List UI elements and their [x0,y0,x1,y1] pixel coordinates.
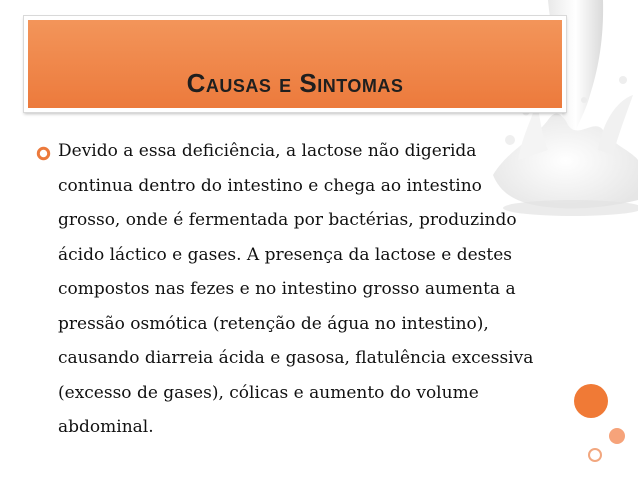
decorative-circle-small [609,428,625,444]
title-banner [24,16,566,112]
circle-bullet-icon [36,146,51,161]
body-paragraph: Devido a essa deficiência, a lactose não digerida continua dentro do intestino e chega ao intestino grosso, onde é fermentada por bactérias, produzindo ácido láctico e gases. A presença da lactose e destes compostos nas fezes e no intestino grosso aumenta a pressão osmótica (retenção de água no intestino), causando diarreia ácida e gasosa, flatulência excessiva (excesso de gases), cólicas e aumento do volume abdominal. [58,141,534,437]
decorative-ring [588,448,602,462]
decorative-circle-large [574,384,608,418]
slide-title: Causas e Sintomas [186,68,404,98]
